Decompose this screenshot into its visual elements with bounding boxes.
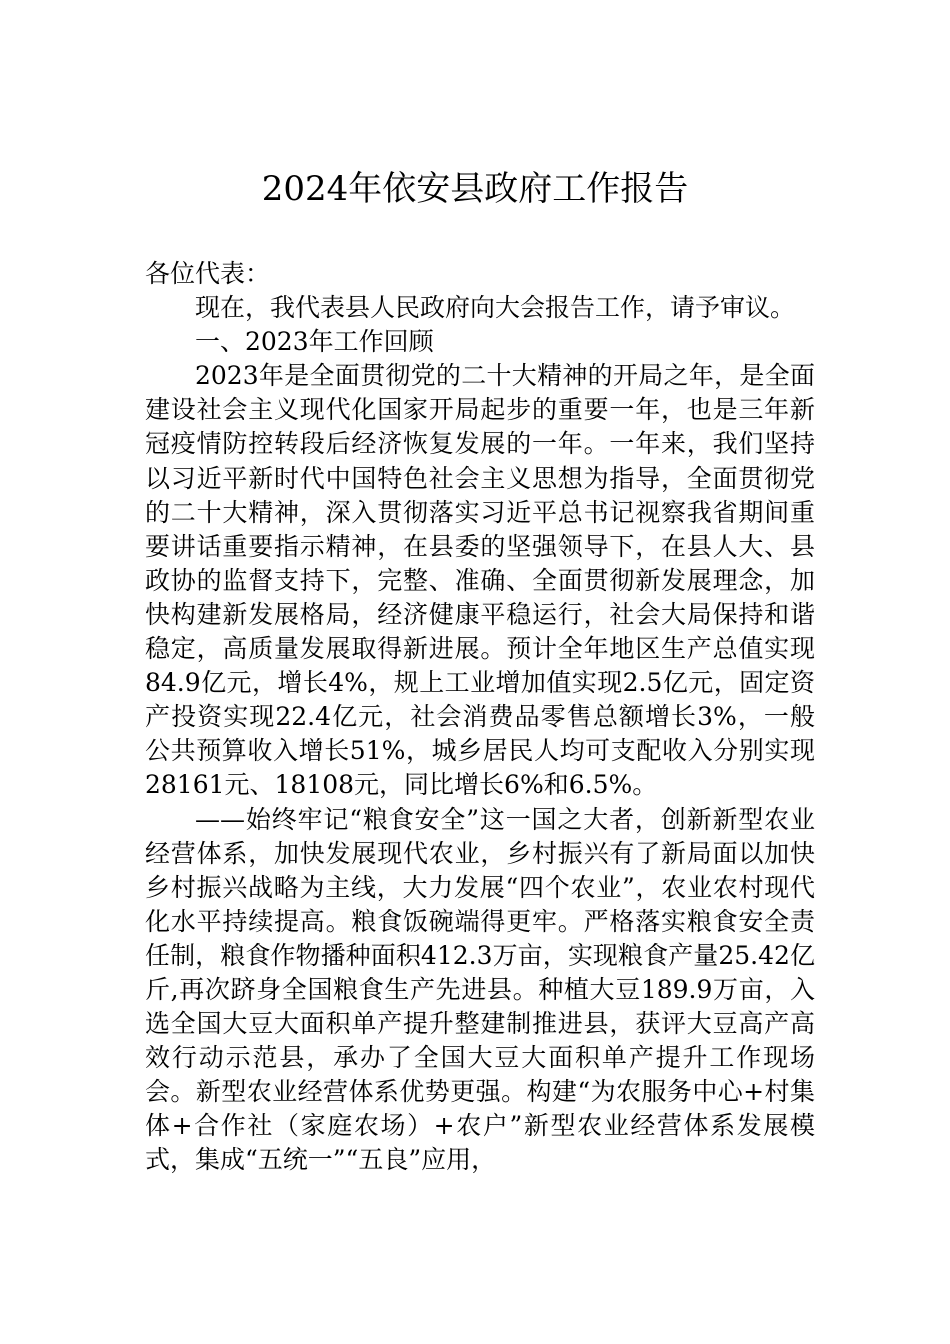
body-paragraph-2: ——始终牢记“粮食安全”这一国之大者，创新新型农业经营体系，加快发展现代农业，乡村振兴有了新局面以加快乡村振兴战略为主线，大力发展“四个农业”，农业农村现代化水平持续提高。粮食饭碗端得更牢。严格落实粮食安全责任制，粮食作物播种面积412.3万亩，实现粮食产量25.42亿斤,再次跻身全国粮食生产先进县。种植大豆189.9万亩，入选全国大豆大面积单产提升整建制推进县，获评大豆高产高效行动示范县，承办了全国大豆大面积单产提升工作现场会。新型农业经营体系优势更强。构建“为农服务中心+村集体+合作社（家庭农场）+农户”新型农业经营体系发展模式，集成“五统一”“五良”应用，: [145, 804, 815, 1175]
section-heading: 一、2023年工作回顾: [195, 327, 434, 357]
body-paragraph-1: 2023年是全面贯彻党的二十大精神的开局之年，是全面建设社会主义现代化国家开局起步的重要一年，也是三年新冠疫情防控转段后经济恢复发展的一年。一年来，我们坚持以习近平新时代中国特色社会主义思想为指导，全面贯彻党的二十大精神，深入贯彻落实习近平总书记视察我省期间重要讲话重要指示精神，在县委的坚强领导下，在县人大、县政协的监督支持下，完整、准确、全面贯彻新发展理念，加快构建新发展格局，经济健康平稳运行，社会大局保持和谐稳定，高质量发展取得新进展。预计全年地区生产总值实现84.9亿元，增长4%，规上工业增加值实现2.5亿元，固定资产投资实现22.4亿元，社会消费品零售总额增长3%，一般公共预算收入增长51%，城乡居民人均可支配收入分别实现28161元、18108元，同比增长6%和6.5%。: [145, 361, 815, 800]
salutation: 各位代表：: [145, 259, 271, 288]
document-body: [145, 257, 815, 1178]
document-title: 2024年依安县政府工作报告: [261, 169, 689, 209]
intro-paragraph: 现在，我代表县人民政府向大会报告工作，请予审议。: [195, 293, 796, 323]
